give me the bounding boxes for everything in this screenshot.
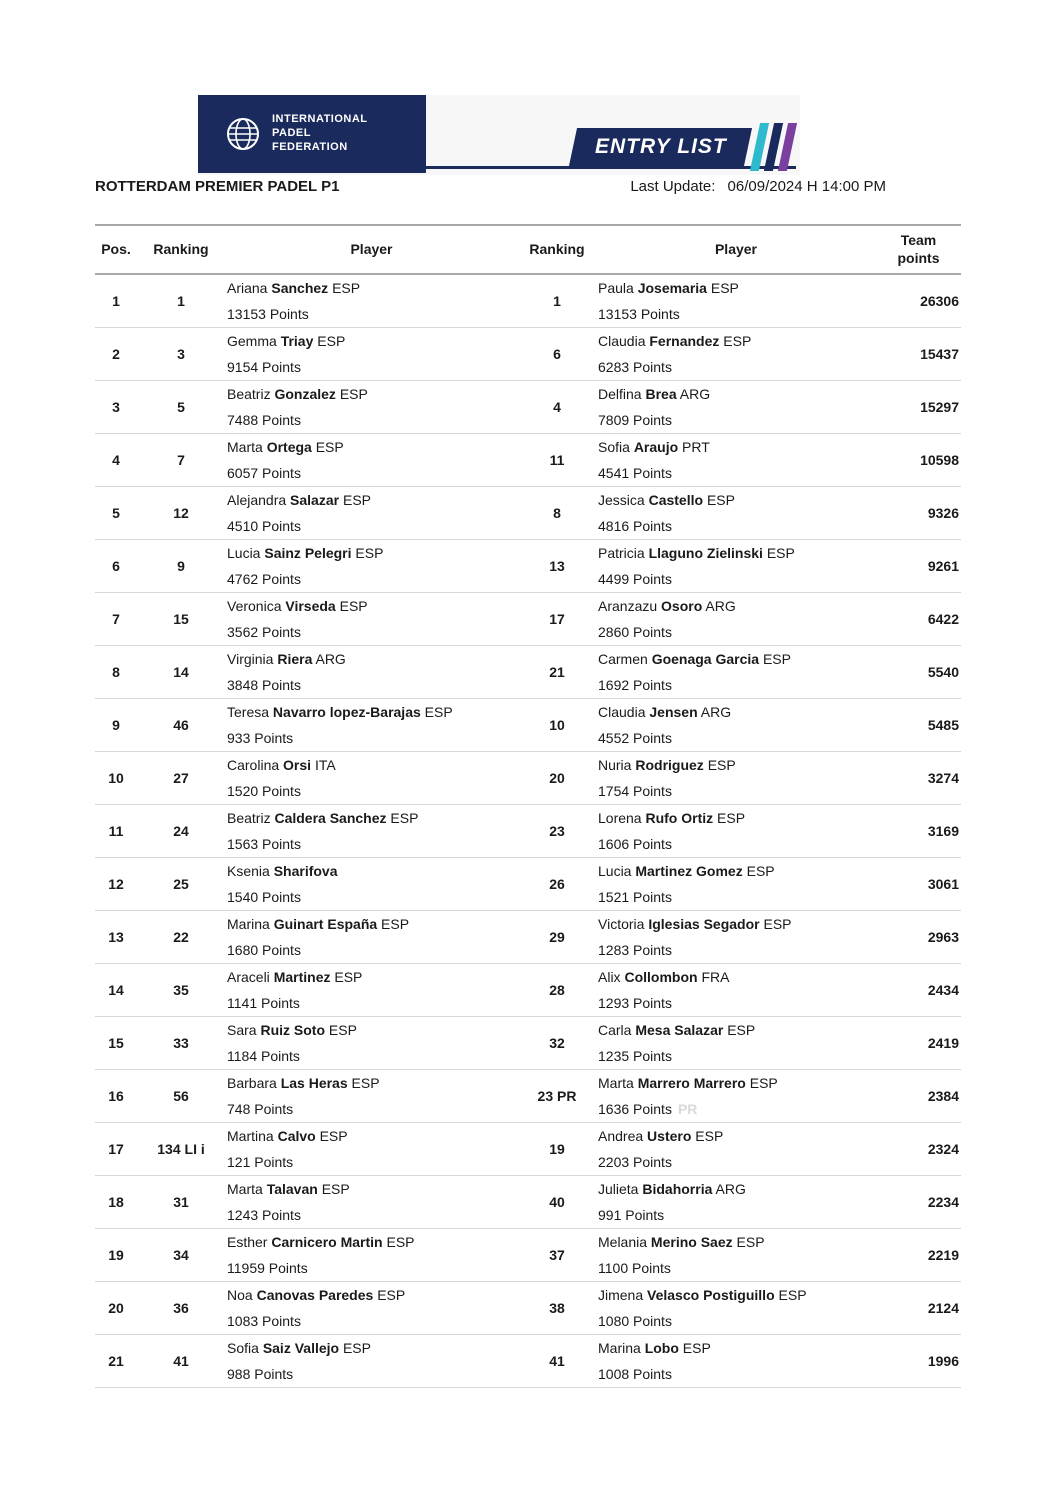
player-cell-1 (225, 858, 518, 911)
player-cell-2 (596, 646, 876, 699)
player-name-1: Lucia Sainz Pelegri ESP (227, 545, 384, 561)
team-points-cell: 5485 (876, 699, 961, 752)
ranking-cell-1: 9 (137, 540, 225, 593)
table-row (95, 593, 961, 646)
ranking-cell-1: 7 (137, 434, 225, 487)
player-points-1: 748 Points (227, 1101, 294, 1117)
position-cell: 10 (95, 752, 137, 805)
ranking-cell-1: 1 (137, 274, 225, 328)
player-points-2: 1636 Points PR (598, 1101, 698, 1117)
ranking-cell-1: 33 (137, 1017, 225, 1070)
table-row (95, 1123, 961, 1176)
player-cell-1 (225, 540, 518, 593)
ranking-cell-1: 14 (137, 646, 225, 699)
player-name-1: Sofia Saiz Vallejo ESP (227, 1340, 371, 1356)
player-name-1: Martina Calvo ESP (227, 1128, 348, 1144)
team-points-cell: 2219 (876, 1229, 961, 1282)
player-name-2: Jimena Velasco Postiguillo ESP (598, 1287, 807, 1303)
ranking-cell-1: 41 (137, 1335, 225, 1388)
player-cell-1 (225, 911, 518, 964)
banner-underline (426, 166, 796, 169)
player-cell-1 (225, 1335, 518, 1388)
table-row (95, 274, 961, 328)
player-name-2: Marta Marrero Marrero ESP (598, 1075, 778, 1091)
player-points-2: 2203 Points (598, 1154, 672, 1170)
player-name-2: Jessica Castello ESP (598, 492, 735, 508)
table-row (95, 487, 961, 540)
ranking-cell-2: 28 (518, 964, 596, 1017)
player-cell-1 (225, 1282, 518, 1335)
player-name-1: Teresa Navarro lopez-Barajas ESP (227, 704, 453, 720)
player-points-1: 6057 Points (227, 465, 301, 481)
player-cell-1 (225, 964, 518, 1017)
player-points-2: 6283 Points (598, 359, 672, 375)
table-header-row (95, 225, 961, 274)
player-points-2: 991 Points (598, 1207, 665, 1223)
ranking-cell-2: 1 (518, 274, 596, 328)
player-name-2: Claudia Fernandez ESP (598, 333, 752, 349)
ranking-cell-1: 35 (137, 964, 225, 1017)
position-cell: 15 (95, 1017, 137, 1070)
player-points-2: 1521 Points (598, 889, 672, 905)
ipf-logo (198, 95, 426, 173)
position-cell: 17 (95, 1123, 137, 1176)
table-row (95, 805, 961, 858)
table-row (95, 752, 961, 805)
entry-list-banner (569, 128, 752, 166)
player-name-2: Delfina Brea ARG (598, 386, 711, 402)
position-cell: 16 (95, 1070, 137, 1123)
player-points-2: 1692 Points (598, 677, 672, 693)
entry-list-table (95, 224, 961, 1388)
team-points-cell: 15297 (876, 381, 961, 434)
page-title: ROTTERDAM PREMIER PADEL P1 (95, 178, 340, 195)
player-points-1: 1243 Points (227, 1207, 301, 1223)
player-points-1: 4762 Points (227, 571, 301, 587)
player-name-2: Victoria Iglesias Segador ESP (598, 916, 792, 932)
ranking-cell-1: 134 LI i (137, 1123, 225, 1176)
team-points-cell: 2124 (876, 1282, 961, 1335)
player-points-1: 3562 Points (227, 624, 301, 640)
player-points-1: 1184 Points (227, 1048, 300, 1064)
ranking-cell-2: 21 (518, 646, 596, 699)
player-name-1: Marta Ortega ESP (227, 439, 344, 455)
ranking-cell-2: 19 (518, 1123, 596, 1176)
team-points-cell: 3274 (876, 752, 961, 805)
player-points-1: 1083 Points (227, 1313, 301, 1329)
team-points-cell: 6422 (876, 593, 961, 646)
player-cell-2 (596, 1017, 876, 1070)
player-points-2: 1606 Points (598, 836, 672, 852)
player-name-2: Patricia Llaguno Zielinski ESP (598, 545, 795, 561)
player-name-1: Beatriz Gonzalez ESP (227, 386, 368, 402)
team-points-cell: 5540 (876, 646, 961, 699)
table-row (95, 858, 961, 911)
player-points-1: 121 Points (227, 1154, 294, 1170)
ranking-cell-2: 6 (518, 328, 596, 381)
player-points-2: 1293 Points (598, 995, 672, 1011)
player-cell-2 (596, 1070, 876, 1123)
player-points-1: 3848 Points (227, 677, 301, 693)
player-name-1: Gemma Triay ESP (227, 333, 346, 349)
ipf-globe-icon (224, 115, 262, 153)
table-row (95, 1282, 961, 1335)
ranking-cell-2: 41 (518, 1335, 596, 1388)
team-points-cell: 2234 (876, 1176, 961, 1229)
col-header-pos: Pos. (95, 225, 137, 274)
ipf-logo-text (272, 113, 368, 154)
position-cell: 6 (95, 540, 137, 593)
table-row (95, 964, 961, 1017)
team-points-cell: 9326 (876, 487, 961, 540)
player-name-2: Lucia Martinez Gomez ESP (598, 863, 775, 879)
player-name-1: Carolina Orsi ITA (227, 757, 336, 773)
player-cell-1 (225, 487, 518, 540)
player-name-1: Veronica Virseda ESP (227, 598, 368, 614)
ranking-cell-2: 23 (518, 805, 596, 858)
position-cell: 5 (95, 487, 137, 540)
player-cell-1 (225, 434, 518, 487)
player-name-1: Esther Carnicero Martin ESP (227, 1234, 415, 1250)
table-row (95, 381, 961, 434)
player-points-2: 13153 Points (598, 306, 680, 322)
position-cell: 19 (95, 1229, 137, 1282)
player-points-2: 1754 Points (598, 783, 672, 799)
player-cell-1 (225, 381, 518, 434)
player-points-2: 4552 Points (598, 730, 672, 746)
player-cell-2 (596, 434, 876, 487)
player-points-2: 1080 Points (598, 1313, 672, 1329)
player-cell-2 (596, 752, 876, 805)
ipf-logo-line1: INTERNATIONAL (272, 113, 368, 126)
player-points-1: 13153 Points (227, 306, 309, 322)
table-row (95, 434, 961, 487)
player-cell-1 (225, 646, 518, 699)
table-row (95, 911, 961, 964)
player-cell-1 (225, 805, 518, 858)
player-name-2: Claudia Jensen ARG (598, 704, 732, 720)
table-row (95, 1176, 961, 1229)
player-cell-1 (225, 1070, 518, 1123)
col-header-team-points: Team points (876, 225, 961, 274)
ipf-logo-line3: FEDERATION (272, 140, 348, 153)
team-points-cell: 15437 (876, 328, 961, 381)
ranking-cell-1: 25 (137, 858, 225, 911)
position-cell: 12 (95, 858, 137, 911)
position-cell: 3 (95, 381, 137, 434)
position-cell: 4 (95, 434, 137, 487)
player-name-2: Lorena Rufo Ortiz ESP (598, 810, 746, 826)
col-header-player-1: Player (225, 225, 518, 274)
col-header-ranking-2: Ranking (518, 225, 596, 274)
player-points-1: 7488 Points (227, 412, 301, 428)
player-name-2: Sofia Araujo PRT (598, 439, 710, 455)
player-name-2: Carla Mesa Salazar ESP (598, 1022, 756, 1038)
player-cell-1 (225, 328, 518, 381)
player-name-1: Barbara Las Heras ESP (227, 1075, 380, 1091)
player-name-1: Sara Ruiz Soto ESP (227, 1022, 357, 1038)
player-name-1: Marina Guinart España ESP (227, 916, 410, 932)
player-name-2: Marina Lobo ESP (598, 1340, 711, 1356)
player-cell-1 (225, 1176, 518, 1229)
ranking-cell-1: 24 (137, 805, 225, 858)
table-row (95, 646, 961, 699)
player-name-1: Noa Canovas Paredes ESP (227, 1287, 406, 1303)
player-name-2: Alix Collombon FRA (598, 969, 730, 985)
player-name-1: Virginia Riera ARG (227, 651, 346, 667)
team-points-cell: 10598 (876, 434, 961, 487)
player-points-2: 4816 Points (598, 518, 672, 534)
ranking-cell-2: 4 (518, 381, 596, 434)
ranking-cell-1: 3 (137, 328, 225, 381)
player-cell-2 (596, 1229, 876, 1282)
ranking-cell-2: 8 (518, 487, 596, 540)
player-cell-1 (225, 752, 518, 805)
team-points-cell: 2384 (876, 1070, 961, 1123)
player-cell-2 (596, 274, 876, 328)
table-row (95, 540, 961, 593)
table-row (95, 1070, 961, 1123)
ranking-cell-1: 56 (137, 1070, 225, 1123)
col-header-ranking-1: Ranking (137, 225, 225, 274)
col-header-player-2: Player (596, 225, 876, 274)
ranking-cell-2: 38 (518, 1282, 596, 1335)
player-name-2: Andrea Ustero ESP (598, 1128, 724, 1144)
position-cell: 7 (95, 593, 137, 646)
player-cell-1 (225, 1017, 518, 1070)
ranking-cell-2: 26 (518, 858, 596, 911)
team-points-cell: 3169 (876, 805, 961, 858)
player-cell-1 (225, 593, 518, 646)
team-points-cell: 2963 (876, 911, 961, 964)
player-cell-2 (596, 1335, 876, 1388)
player-points-2: 1283 Points (598, 942, 672, 958)
player-points-1: 988 Points (227, 1366, 294, 1382)
position-cell: 18 (95, 1176, 137, 1229)
ranking-cell-1: 36 (137, 1282, 225, 1335)
position-cell: 11 (95, 805, 137, 858)
ranking-cell-1: 22 (137, 911, 225, 964)
last-update-label: Last Update: (630, 178, 716, 195)
player-cell-1 (225, 1229, 518, 1282)
team-points-cell: 2434 (876, 964, 961, 1017)
ranking-cell-1: 5 (137, 381, 225, 434)
ranking-cell-2: 13 (518, 540, 596, 593)
player-cell-2 (596, 540, 876, 593)
ranking-cell-2: 37 (518, 1229, 596, 1282)
player-cell-2 (596, 381, 876, 434)
player-points-1: 4510 Points (227, 518, 301, 534)
player-points-1: 933 Points (227, 730, 294, 746)
player-points-2: 1235 Points (598, 1048, 672, 1064)
player-cell-2 (596, 911, 876, 964)
player-name-1: Ariana Sanchez ESP (227, 280, 361, 296)
player-points-2: 4541 Points (598, 465, 672, 481)
position-cell: 13 (95, 911, 137, 964)
player-cell-1 (225, 274, 518, 328)
player-points-1: 1141 Points (227, 995, 300, 1011)
player-points-1: 11959 Points (227, 1260, 308, 1276)
table-row (95, 1017, 961, 1070)
player-points-1: 1540 Points (227, 889, 301, 905)
player-points-2: 1008 Points (598, 1366, 672, 1382)
player-cell-2 (596, 858, 876, 911)
table-row (95, 1335, 961, 1388)
player-name-2: Melania Merino Saez ESP (598, 1234, 765, 1250)
player-name-2: Aranzazu Osoro ARG (598, 598, 736, 614)
ranking-cell-1: 34 (137, 1229, 225, 1282)
ranking-cell-2: 10 (518, 699, 596, 752)
last-update (630, 178, 886, 195)
ranking-cell-2: 17 (518, 593, 596, 646)
table-row (95, 328, 961, 381)
player-points-1: 1520 Points (227, 783, 301, 799)
ranking-cell-1: 27 (137, 752, 225, 805)
player-cell-2 (596, 1123, 876, 1176)
player-cell-2 (596, 964, 876, 1017)
table-row (95, 699, 961, 752)
team-points-cell: 26306 (876, 274, 961, 328)
title-row (95, 178, 960, 195)
last-update-value: 06/09/2024 H 14:00 PM (727, 178, 886, 195)
player-cell-2 (596, 1282, 876, 1335)
team-points-cell: 3061 (876, 858, 961, 911)
team-points-cell: 1996 (876, 1335, 961, 1388)
player-name-1: Ksenia Sharifova (227, 863, 338, 879)
position-cell: 20 (95, 1282, 137, 1335)
player-name-2: Nuria Rodriguez ESP (598, 757, 736, 773)
player-cell-2 (596, 487, 876, 540)
player-name-2: Carmen Goenaga Garcia ESP (598, 651, 791, 667)
ipf-logo-line2: PADEL (272, 127, 311, 140)
player-points-2: 2860 Points (598, 624, 672, 640)
ranking-cell-1: 31 (137, 1176, 225, 1229)
player-name-1: Marta Talavan ESP (227, 1181, 350, 1197)
position-cell: 8 (95, 646, 137, 699)
player-points-1: 1680 Points (227, 942, 301, 958)
ranking-cell-2: 29 (518, 911, 596, 964)
position-cell: 14 (95, 964, 137, 1017)
position-cell: 1 (95, 274, 137, 328)
ranking-cell-2: 23 PR (518, 1070, 596, 1123)
player-cell-2 (596, 699, 876, 752)
table-row (95, 1229, 961, 1282)
ranking-cell-2: 11 (518, 434, 596, 487)
position-cell: 21 (95, 1335, 137, 1388)
player-cell-1 (225, 699, 518, 752)
player-points-2: 4499 Points (598, 571, 672, 587)
player-name-1: Alejandra Salazar ESP (227, 492, 371, 508)
player-cell-2 (596, 593, 876, 646)
team-points-cell: 9261 (876, 540, 961, 593)
team-points-cell: 2419 (876, 1017, 961, 1070)
player-name-2: Julieta Bidahorria ARG (598, 1181, 746, 1197)
ranking-cell-2: 20 (518, 752, 596, 805)
player-points-1: 9154 Points (227, 359, 301, 375)
player-name-1: Araceli Martinez ESP (227, 969, 363, 985)
player-points-2: 1100 Points (598, 1260, 671, 1276)
player-cell-2 (596, 328, 876, 381)
ranking-cell-2: 40 (518, 1176, 596, 1229)
ranking-cell-1: 46 (137, 699, 225, 752)
ranking-cell-1: 15 (137, 593, 225, 646)
player-name-2: Paula Josemaria ESP (598, 280, 739, 296)
player-points-2: 7809 Points (598, 412, 672, 428)
player-points-1: 1563 Points (227, 836, 301, 852)
pr-watermark: PR (677, 1101, 698, 1117)
ranking-cell-2: 32 (518, 1017, 596, 1070)
team-points-cell: 2324 (876, 1123, 961, 1176)
player-cell-2 (596, 1176, 876, 1229)
player-name-1: Beatriz Caldera Sanchez ESP (227, 810, 419, 826)
ranking-cell-1: 12 (137, 487, 225, 540)
player-cell-2 (596, 805, 876, 858)
position-cell: 9 (95, 699, 137, 752)
player-cell-1 (225, 1123, 518, 1176)
header-banner (198, 95, 800, 175)
entry-list-label: ENTRY LIST (594, 135, 727, 158)
position-cell: 2 (95, 328, 137, 381)
